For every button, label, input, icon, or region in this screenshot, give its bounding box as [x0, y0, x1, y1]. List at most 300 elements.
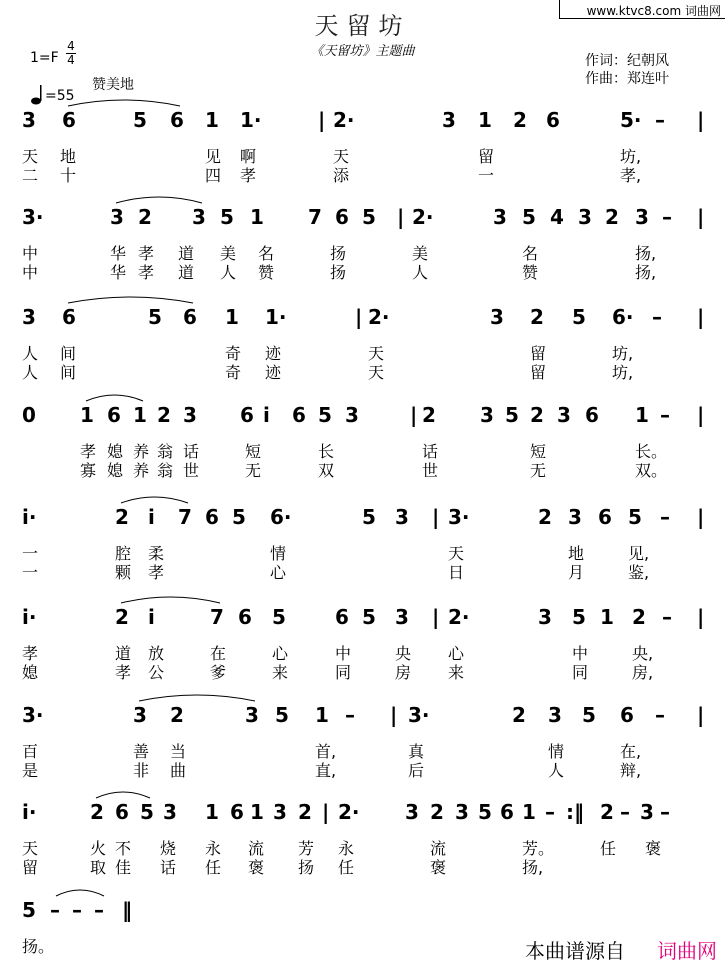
- lyric-word: 后: [408, 761, 425, 780]
- lyric-word: 扬: [330, 244, 347, 263]
- lyric-word: 佳: [115, 858, 132, 877]
- lyric-word: 腔: [115, 544, 132, 563]
- lyric-word: 心: [448, 644, 465, 663]
- lyric-word: 孝,: [620, 166, 642, 185]
- jianpu-note: 2·: [368, 305, 390, 329]
- lyric-word: 间: [60, 344, 77, 363]
- jianpu-note: 3: [273, 800, 287, 824]
- lyricist-credit: 作词：纪朝风: [585, 53, 669, 69]
- jianpu-note: 2: [605, 205, 619, 229]
- jianpu-note: i·: [22, 800, 37, 824]
- lyric-word: 道: [115, 644, 132, 663]
- lyric-word: 道: [178, 244, 195, 263]
- lyric-word: 同: [572, 663, 589, 682]
- lyric-word: 媳: [107, 442, 124, 461]
- jianpu-note: 2: [530, 403, 544, 427]
- jianpu-note: 1: [250, 800, 264, 824]
- lyric-word: 孝: [80, 442, 97, 461]
- jianpu-note: 5: [318, 403, 332, 427]
- lyric-word: 话: [422, 442, 439, 461]
- jianpu-note: 3: [568, 505, 582, 529]
- lyric-word: 人: [220, 263, 237, 282]
- jianpu-note: 6: [115, 800, 129, 824]
- lyric-word: 双。: [635, 461, 668, 480]
- lyric-word: 无: [245, 461, 262, 480]
- lyric-word: 迹: [265, 363, 282, 382]
- jianpu-note: 6: [183, 305, 197, 329]
- jianpu-note: 6: [107, 403, 121, 427]
- jianpu-note: 5: [362, 205, 376, 229]
- lyric-word: 褒: [248, 858, 265, 877]
- jianpu-note: –: [545, 800, 555, 824]
- jianpu-note: 2: [512, 703, 526, 727]
- lyric-word: 直,: [315, 761, 337, 780]
- jianpu-note: 6: [240, 403, 254, 427]
- lyric-word: 爹: [210, 663, 227, 682]
- jianpu-note: 1: [250, 205, 264, 229]
- lyric-word: 留: [530, 344, 547, 363]
- lyric-word: 地: [60, 147, 77, 166]
- lyric-word: 房: [395, 663, 412, 682]
- lyric-word: 媳: [107, 461, 124, 480]
- slur-mark: [121, 597, 220, 603]
- lyric-word: 坊,: [620, 147, 642, 166]
- lyric-word: 孝: [138, 263, 155, 282]
- lyric-word: 非: [133, 761, 150, 780]
- jianpu-note: 1: [133, 403, 147, 427]
- lyric-word: 养: [133, 442, 150, 461]
- time-signature-bottom: 4: [67, 53, 75, 67]
- lyric-word: 扬: [298, 858, 315, 877]
- jianpu-note: 6: [598, 505, 612, 529]
- lyric-word: 美: [412, 244, 429, 263]
- lyric-word: 中: [572, 644, 589, 663]
- lyric-word: 烧: [160, 839, 177, 858]
- site-watermark: www.ktvc8.com 词曲网: [586, 4, 721, 18]
- lyric-word: 是: [22, 761, 39, 780]
- jianpu-note: 0: [22, 403, 36, 427]
- barline: |: [432, 505, 440, 529]
- barline: |: [697, 505, 705, 529]
- jianpu-note: 2: [298, 800, 312, 824]
- lyric-word: 永: [338, 839, 355, 858]
- lyric-word: 奇: [225, 363, 242, 382]
- jianpu-note: 1: [478, 108, 492, 132]
- lyric-word: 辩,: [620, 761, 642, 780]
- jianpu-note: 3: [163, 800, 177, 824]
- lyric-word: 翁: [157, 442, 174, 461]
- jianpu-note: 5: [505, 403, 519, 427]
- jianpu-note: 5: [133, 108, 147, 132]
- lyric-word: 名: [522, 244, 539, 263]
- lyric-word: 不: [115, 839, 132, 858]
- lyric-word: 情: [548, 742, 565, 761]
- lyric-word: 芳: [298, 839, 315, 858]
- lyric-word: 真: [408, 742, 425, 761]
- jianpu-note: 5: [478, 800, 492, 824]
- lyric-word: 媳: [22, 663, 39, 682]
- jianpu-note: i·: [22, 605, 37, 629]
- jianpu-note: 6·: [270, 505, 292, 529]
- slur-mark: [56, 890, 104, 896]
- jianpu-note: 5: [272, 605, 286, 629]
- jianpu-note: i: [148, 605, 155, 629]
- jianpu-note: 6: [546, 108, 560, 132]
- lyric-word: 来: [272, 663, 289, 682]
- jianpu-note: 5: [232, 505, 246, 529]
- jianpu-note: 5: [22, 898, 36, 922]
- jianpu-note: –: [660, 505, 670, 529]
- lyric-word: 孝: [22, 644, 39, 663]
- lyric-word: 一: [22, 563, 39, 582]
- lyric-word: 话: [160, 858, 177, 877]
- lyric-word: 双: [318, 461, 335, 480]
- lyric-word: 啊: [240, 147, 257, 166]
- lyric-word: 扬。: [22, 937, 55, 956]
- jianpu-note: 5: [362, 605, 376, 629]
- jianpu-note: 6: [335, 205, 349, 229]
- lyric-word: 地: [568, 544, 585, 563]
- key-signature: 1=F: [30, 50, 59, 66]
- barline: |: [390, 703, 398, 727]
- lyric-word: 当: [170, 742, 187, 761]
- jianpu-note: 1: [635, 403, 649, 427]
- lyric-word: 同: [335, 663, 352, 682]
- jianpu-note: 2·: [333, 108, 355, 132]
- lyric-word: 二: [22, 166, 39, 185]
- jianpu-note: 2: [157, 403, 171, 427]
- jianpu-note: 3: [133, 703, 147, 727]
- lyric-word: 首,: [315, 742, 337, 761]
- lyric-word: 奇: [225, 344, 242, 363]
- jianpu-note: 6: [335, 605, 349, 629]
- jianpu-note: 1: [315, 703, 329, 727]
- lyric-word: 坊,: [612, 363, 634, 382]
- jianpu-note: 2: [530, 305, 544, 329]
- barline: |: [355, 305, 363, 329]
- lyric-word: 曲: [170, 761, 187, 780]
- barline: :‖: [566, 800, 584, 824]
- song-title: 天留坊: [314, 12, 411, 40]
- lyric-word: 翁: [157, 461, 174, 480]
- jianpu-note: 3: [490, 305, 504, 329]
- lyric-word: 世: [183, 461, 200, 480]
- lyric-word: 放: [148, 644, 165, 663]
- lyric-word: 名: [258, 244, 275, 263]
- lyric-word: 情: [270, 544, 287, 563]
- lyric-word: 扬,: [635, 244, 657, 263]
- jianpu-note: 3: [538, 605, 552, 629]
- jianpu-note: 1: [80, 403, 94, 427]
- jianpu-note: i: [148, 505, 155, 529]
- lyric-word: 孝: [115, 663, 132, 682]
- lyric-word: 一: [478, 166, 495, 185]
- jianpu-note: 6: [238, 605, 252, 629]
- lyric-word: 火: [90, 839, 107, 858]
- jianpu-note: 3: [548, 703, 562, 727]
- lyric-word: 心: [272, 644, 289, 663]
- jianpu-note: 5: [572, 605, 586, 629]
- jianpu-note: 2: [632, 605, 646, 629]
- lyric-word: 永: [205, 839, 222, 858]
- barline: |: [432, 605, 440, 629]
- jianpu-note: –: [662, 605, 672, 629]
- jianpu-note: 3: [110, 205, 124, 229]
- lyric-word: 天: [22, 147, 39, 166]
- jianpu-note: 3: [395, 605, 409, 629]
- lyric-word: 日: [448, 563, 465, 582]
- lyric-word: 百: [22, 742, 39, 761]
- lyric-word: 四: [205, 166, 222, 185]
- lyric-word: 人: [548, 761, 565, 780]
- barline: |: [697, 703, 705, 727]
- jianpu-note: –: [72, 898, 82, 922]
- lyric-word: 寡: [80, 461, 97, 480]
- jianpu-note: 6: [500, 800, 514, 824]
- lyric-word: 中: [22, 263, 39, 282]
- jianpu-note: 7: [178, 505, 192, 529]
- jianpu-note: 3: [493, 205, 507, 229]
- jianpu-note: –: [620, 800, 630, 824]
- lyric-word: 留: [530, 363, 547, 382]
- jianpu-note: 3: [192, 205, 206, 229]
- time-signature-top: 4: [67, 39, 75, 53]
- jianpu-note: 4: [550, 205, 564, 229]
- jianpu-note: 3: [635, 205, 649, 229]
- lyric-word: 无: [530, 461, 547, 480]
- lyric-word: 扬,: [522, 858, 544, 877]
- slur-mark: [86, 395, 143, 401]
- jianpu-note: 1: [205, 108, 219, 132]
- barline: ‖: [122, 898, 132, 922]
- lyric-word: 间: [60, 363, 77, 382]
- slur-mark: [96, 792, 150, 798]
- jianpu-note: 7: [308, 205, 322, 229]
- lyric-word: 十: [60, 166, 77, 185]
- lyric-word: 央,: [632, 644, 654, 663]
- jianpu-note: –: [652, 305, 662, 329]
- lyric-word: 任: [205, 858, 222, 877]
- jianpu-note: 3: [405, 800, 419, 824]
- lyric-word: 心: [270, 563, 287, 582]
- lyric-word: 在: [210, 644, 227, 663]
- footer-source-text: 本曲谱源自: [525, 939, 625, 963]
- jianpu-note: 3: [442, 108, 456, 132]
- jianpu-note: 3·: [22, 205, 44, 229]
- slur-mark: [116, 197, 202, 203]
- lyric-word: 添: [333, 166, 350, 185]
- jianpu-note: 6·: [612, 305, 634, 329]
- slur-mark: [139, 695, 255, 701]
- lyric-word: 天: [368, 363, 385, 382]
- barline: |: [697, 403, 705, 427]
- jianpu-note: 2·: [338, 800, 360, 824]
- jianpu-note: 3: [183, 403, 197, 427]
- jianpu-note: 3·: [448, 505, 470, 529]
- lyric-word: 短: [245, 442, 262, 461]
- lyric-word: 扬: [330, 263, 347, 282]
- jianpu-note: 5: [148, 305, 162, 329]
- jianpu-note: 3: [557, 403, 571, 427]
- lyric-word: 长。: [635, 442, 668, 461]
- jianpu-note: –: [94, 898, 104, 922]
- lyric-word: 褒: [430, 858, 447, 877]
- lyric-word: 天: [333, 147, 350, 166]
- barline: |: [697, 305, 705, 329]
- jianpu-note: 2: [538, 505, 552, 529]
- lyric-word: 华: [110, 244, 127, 263]
- lyric-word: 孝: [148, 563, 165, 582]
- jianpu-note: –: [662, 205, 672, 229]
- jianpu-note: 3: [578, 205, 592, 229]
- jianpu-note: 6: [170, 108, 184, 132]
- composer-credit: 作曲：郑连叶: [585, 71, 669, 87]
- jianpu-note: 5: [522, 205, 536, 229]
- jianpu-note: 2: [115, 605, 129, 629]
- lyric-word: 任: [338, 858, 355, 877]
- lyric-word: 褒: [645, 839, 662, 858]
- barline: |: [697, 605, 705, 629]
- jianpu-note: 3: [22, 305, 36, 329]
- lyric-word: 长: [318, 442, 335, 461]
- expression-mark: 赞美地: [92, 77, 134, 93]
- lyric-word: 迹: [265, 344, 282, 363]
- lyric-word: 赞: [258, 263, 275, 282]
- barline: |: [397, 205, 405, 229]
- barline: |: [410, 403, 418, 427]
- lyric-word: 孝: [240, 166, 257, 185]
- jianpu-note: 7: [210, 605, 224, 629]
- jianpu-note: 3: [640, 800, 654, 824]
- jianpu-note: –: [655, 108, 665, 132]
- jianpu-note: 2: [138, 205, 152, 229]
- lyric-word: 在,: [620, 742, 642, 761]
- lyric-word: 见: [205, 147, 222, 166]
- jianpu-note: 5: [140, 800, 154, 824]
- lyric-word: 孝: [138, 244, 155, 263]
- jianpu-note: –: [660, 800, 670, 824]
- jianpu-note: –: [345, 703, 355, 727]
- barline: |: [318, 108, 326, 132]
- jianpu-note: 5: [582, 703, 596, 727]
- jianpu-note: 6: [230, 800, 244, 824]
- lyric-word: 赞: [522, 263, 539, 282]
- lyric-word: 流: [248, 839, 265, 858]
- jianpu-note: 2: [90, 800, 104, 824]
- slur-mark: [121, 497, 188, 503]
- jianpu-note: 2: [170, 703, 184, 727]
- lyric-word: 月: [568, 563, 585, 582]
- lyric-word: 天: [448, 544, 465, 563]
- jianpu-note: 5: [572, 305, 586, 329]
- jianpu-note: 1: [205, 800, 219, 824]
- lyric-word: 见,: [628, 544, 650, 563]
- lyric-word: 取: [90, 858, 107, 877]
- jianpu-note: 1: [225, 305, 239, 329]
- lyric-word: 人: [22, 363, 39, 382]
- lyric-word: 房,: [632, 663, 654, 682]
- jianpu-note: 6: [62, 305, 76, 329]
- lyric-word: 央: [395, 644, 412, 663]
- slur-mark: [68, 100, 180, 106]
- jianpu-note: 3: [345, 403, 359, 427]
- lyric-word: 中: [22, 244, 39, 263]
- lyric-word: 中: [335, 644, 352, 663]
- jianpu-note: 3: [22, 108, 36, 132]
- jianpu-note: 6: [585, 403, 599, 427]
- jianpu-note: 3: [245, 703, 259, 727]
- jianpu-note: 5: [362, 505, 376, 529]
- jianpu-note: 5: [275, 703, 289, 727]
- jianpu-note: 3: [455, 800, 469, 824]
- jianpu-note: 1·: [240, 108, 262, 132]
- barline: |: [697, 108, 705, 132]
- lyric-word: 人: [412, 263, 429, 282]
- lyric-word: 柔: [148, 544, 165, 563]
- jianpu-note: 1: [600, 605, 614, 629]
- jianpu-note: 3·: [408, 703, 430, 727]
- lyric-word: 留: [22, 858, 39, 877]
- slur-mark: [68, 297, 193, 303]
- jianpu-note: 1: [522, 800, 536, 824]
- lyric-word: 人: [22, 344, 39, 363]
- lyric-word: 来: [448, 663, 465, 682]
- lyric-word: 鉴,: [628, 563, 650, 582]
- lyric-word: 扬,: [635, 263, 657, 282]
- jianpu-note: 2: [600, 800, 614, 824]
- jianpu-note: 6: [292, 403, 306, 427]
- jianpu-note: –: [660, 403, 670, 427]
- jianpu-note: 5: [628, 505, 642, 529]
- lyric-word: 善: [133, 742, 150, 761]
- jianpu-note: 5: [220, 205, 234, 229]
- jianpu-note: 6: [620, 703, 634, 727]
- lyric-word: 一: [22, 544, 39, 563]
- footer-brand-link[interactable]: 词曲网: [657, 939, 717, 963]
- lyric-word: 颗: [115, 563, 132, 582]
- lyric-word: 天: [368, 344, 385, 363]
- jianpu-note: 2: [513, 108, 527, 132]
- lyric-word: 坊,: [612, 344, 634, 363]
- jianpu-note: –: [50, 898, 60, 922]
- jianpu-note: 3·: [22, 703, 44, 727]
- jianpu-note: 5·: [620, 108, 642, 132]
- lyric-word: 道: [178, 263, 195, 282]
- jianpu-note: 2: [115, 505, 129, 529]
- jianpu-note: 3: [395, 505, 409, 529]
- jianpu-note: 2: [430, 800, 444, 824]
- tempo-marking: =55: [45, 88, 75, 104]
- jianpu-note: 3: [480, 403, 494, 427]
- lyric-word: 任: [600, 839, 617, 858]
- lyric-word: 天: [22, 839, 39, 858]
- song-subtitle: 《天留坊》主题曲: [310, 44, 415, 59]
- lyric-word: 美: [220, 244, 237, 263]
- barline: |: [322, 800, 330, 824]
- jianpu-note: i·: [22, 505, 37, 529]
- lyric-word: 话: [183, 442, 200, 461]
- jianpu-note: 6: [205, 505, 219, 529]
- jianpu-note: i: [263, 403, 270, 427]
- jianpu-note: 2·: [412, 205, 434, 229]
- barline: |: [697, 205, 705, 229]
- jianpu-note: 2·: [448, 605, 470, 629]
- lyric-word: 公: [148, 663, 165, 682]
- lyric-word: 华: [110, 263, 127, 282]
- lyric-word: 世: [422, 461, 439, 480]
- lyric-word: 养: [133, 461, 150, 480]
- lyric-word: 留: [478, 147, 495, 166]
